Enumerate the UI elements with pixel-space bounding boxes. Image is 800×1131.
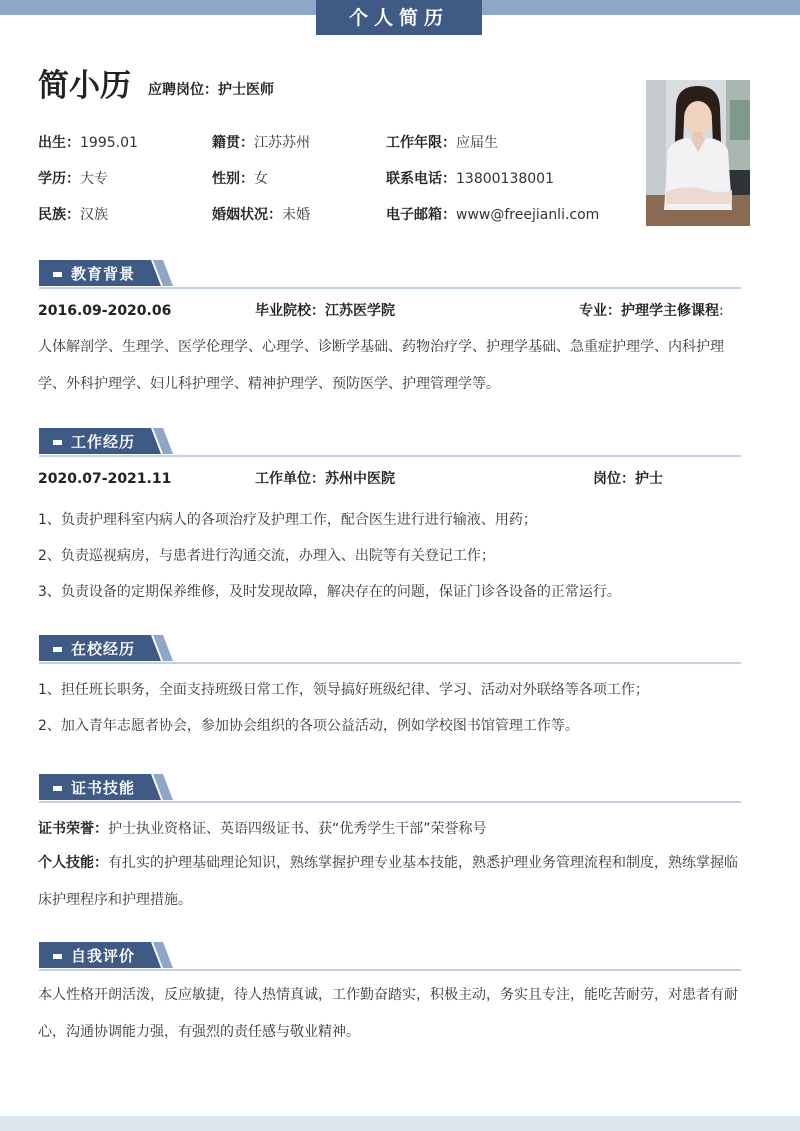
section-marker-icon (53, 786, 62, 791)
info-origin: 籍贯：江苏苏州 (212, 135, 310, 151)
profile-photo (646, 80, 750, 226)
section-marker-icon (53, 647, 62, 652)
info-phone: 联系电话：13800138001 (386, 171, 554, 187)
section-marker-icon (53, 954, 62, 959)
work-period: 2020.07-2021.11 (38, 471, 172, 487)
skills-certificates: 证书荣誉：护士执业资格证、英语四级证书、获“优秀学生干部”荣誉称号 (38, 821, 487, 837)
skills-personal: 个人技能：有扎实的护理基础理论知识，熟练掌握护理专业基本技能，熟悉护理业务管理流程和制度，熟练掌握临床护理程序和护理措施。 (38, 855, 738, 908)
info-education: 学历：大专 (38, 171, 108, 187)
section-header-campus: 在校经历 (39, 635, 741, 665)
self-eval-text: 本人性格开朗活泼，反应敏捷，待人热情真诚，工作勤奋踏实，积极主动，务实且专注，能吃苦耐劳，对患者有耐心，沟通协调能力强，有强烈的责任感与敬业精神。 (38, 987, 738, 1040)
info-marital: 婚姻状况：未婚 (212, 207, 310, 223)
info-ethnicity: 民族：汉族 (38, 207, 108, 223)
info-email: 电子邮箱：www@freejianli.com (386, 207, 600, 223)
info-work-years: 工作年限：应届生 (386, 135, 498, 151)
bottom-decor-bar (0, 1116, 800, 1131)
campus-item: 1、担任班长职务，全面支持班级日常工作，领导搞好班级纪律、学习、活动对外联络等各项工作； (38, 682, 649, 698)
resume-title: 个人简历 (316, 0, 482, 35)
section-header-self-eval: 自我评价 (39, 942, 741, 972)
education-period: 2016.09-2020.06 (38, 303, 172, 319)
section-marker-icon (53, 272, 62, 277)
section-header-work: 工作经历 (39, 428, 741, 458)
education-school: 毕业院校：江苏医学院 (255, 303, 395, 319)
education-courses: 人体解剖学、生理学、医学伦理学、心理学、诊断学基础、药物治疗学、护理学基础、急重症护理学、内科护理学、外科护理学、妇儿科护理学、精神护理学、预防医学、护理管理学等。 (38, 339, 724, 392)
education-major: 专业：护理学主修课程: (579, 303, 724, 319)
applied-position: 应聘岗位：护士医师 (148, 82, 274, 98)
work-item: 1、负责护理科室内病人的各项治疗及护理工作，配合医生进行进行输液、用药； (38, 512, 537, 528)
section-header-skills: 证书技能 (39, 774, 741, 804)
work-item: 3、负责设备的定期保养维修，及时发现故障，解决存在的问题，保证门诊各设备的正常运行。 (38, 584, 621, 600)
section-marker-icon (53, 440, 62, 445)
section-header-education: 教育背景 (39, 260, 741, 290)
work-position: 岗位：护士 (593, 471, 663, 487)
info-birth: 出生：1995.01 (38, 135, 138, 151)
campus-item: 2、加入青年志愿者协会，参加协会组织的各项公益活动，例如学校图书馆管理工作等。 (38, 718, 579, 734)
work-item: 2、负责巡视病房，与患者进行沟通交流，办理入、出院等有关登记工作； (38, 548, 495, 564)
info-gender: 性别：女 (212, 171, 268, 187)
candidate-name: 简小历 (38, 68, 131, 104)
work-company: 工作单位：苏州中医院 (255, 471, 395, 487)
